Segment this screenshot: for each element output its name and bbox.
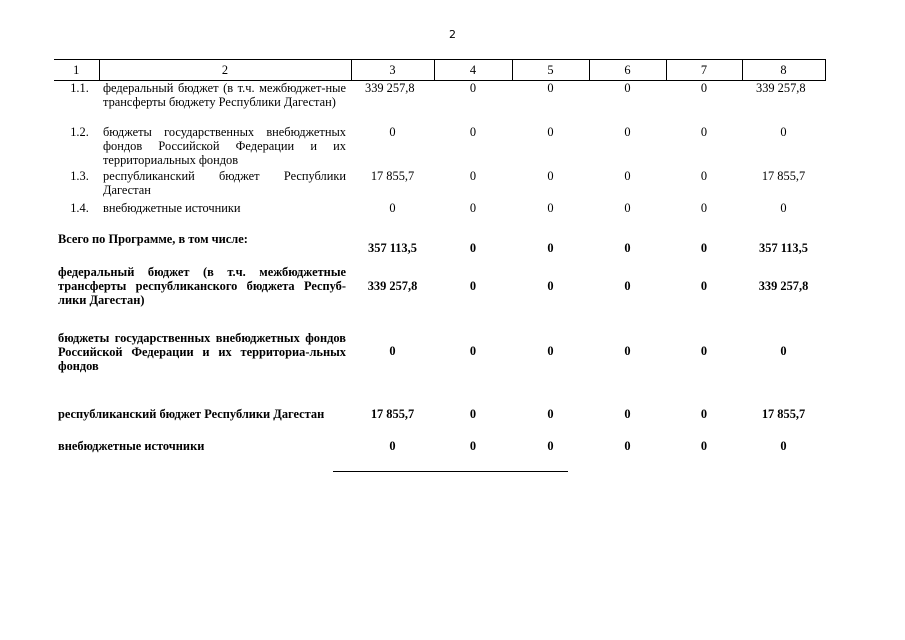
total-label: внебюджетные источники — [58, 438, 205, 453]
column-header: 5 — [512, 60, 589, 81]
row-description: республиканский бюджет Республики Дагестан — [103, 169, 346, 197]
cell-value: 0 — [389, 125, 396, 139]
cell-value: 0 — [547, 201, 554, 215]
total-row — [54, 398, 825, 430]
column-header: 1 — [54, 60, 99, 81]
total-value: 357 113,5 — [368, 240, 417, 255]
total-value: 339 257,8 — [758, 279, 809, 293]
cell-value: 0 — [469, 81, 477, 95]
total-value: 0 — [547, 344, 554, 358]
cell-value: 0 — [700, 169, 708, 183]
cell-value: 0 — [624, 81, 631, 95]
cell-value: 0 — [389, 201, 396, 215]
cell-value: 17 855,7 — [761, 169, 806, 183]
table-row — [54, 125, 825, 169]
budget-table — [54, 59, 826, 461]
total-label: Всего по Программе, в том числе: — [58, 232, 248, 246]
cell-value: 0 — [700, 81, 708, 95]
total-value: 0 — [469, 279, 477, 293]
cell-value: 339 257,8 — [365, 81, 415, 95]
cell-value: 0 — [780, 201, 787, 215]
cell-value: 0 — [624, 201, 631, 215]
cell-value: 0 — [547, 125, 554, 139]
total-value: 0 — [700, 407, 708, 421]
total-value: 0 — [780, 344, 787, 358]
cell-value: 0 — [700, 201, 708, 215]
total-value: 0 — [469, 438, 477, 453]
end-rule-divider — [333, 471, 568, 472]
row-number: 1.4. — [70, 201, 89, 215]
cell-value: 0 — [469, 125, 477, 139]
cell-value: 0 — [469, 169, 477, 183]
total-value: 0 — [547, 438, 554, 453]
cell-value: 0 — [780, 125, 787, 139]
cell-value: 0 — [624, 169, 631, 183]
total-value: 0 — [469, 240, 477, 255]
total-label: федеральный бюджет (в т.ч. межбюджетные трансферты республиканского бюджета Респуб-лики Дагестан) — [58, 265, 346, 307]
total-label: республиканский бюджет Республики Дагестан — [58, 407, 325, 421]
row-description: федеральный бюджет (в т.ч. межбюджет-ные трансферты бюджету Республики Дагестан) — [103, 81, 346, 109]
total-value: 0 — [469, 344, 477, 358]
total-value: 0 — [389, 438, 396, 453]
total-value: 0 — [624, 407, 631, 421]
cell-value: 0 — [547, 81, 554, 95]
total-value: 17 855,7 — [761, 407, 806, 421]
cell-value: 0 — [624, 125, 631, 139]
total-row — [54, 327, 825, 398]
column-header: 6 — [589, 60, 666, 81]
total-value: 0 — [547, 407, 554, 421]
header-row — [54, 60, 825, 81]
total-value: 0 — [700, 279, 708, 293]
total-value: 17 855,7 — [370, 407, 415, 421]
table-row — [54, 169, 825, 201]
row-description: внебюджетные источники — [103, 201, 241, 215]
cell-value: 17 855,7 — [370, 169, 415, 183]
total-row — [54, 263, 825, 327]
total-value: 0 — [624, 279, 631, 293]
cell-value: 0 — [469, 201, 477, 215]
row-number: 1.1. — [70, 81, 89, 95]
total-value: 0 — [700, 344, 708, 358]
cell-value: 339 257,8 — [756, 81, 806, 95]
cell-value: 0 — [700, 125, 708, 139]
row-number: 1.2. — [70, 125, 89, 139]
row-description: бюджеты государственных внебюджетных фондов Российской Федерации и их территориальных фондов — [103, 125, 346, 167]
total-value: 357 113,5 — [759, 240, 808, 255]
total-value: 0 — [624, 240, 631, 255]
total-value: 0 — [700, 438, 708, 453]
total-value: 0 — [780, 438, 787, 453]
total-label: бюджеты государственных внебюджетных фондов Российской Федерации и их территориа-льных фондов — [58, 331, 346, 373]
table-row — [54, 81, 825, 126]
total-row — [54, 430, 825, 461]
table-row — [54, 201, 825, 232]
total-value: 0 — [469, 407, 477, 421]
total-value: 339 257,8 — [367, 279, 418, 293]
cell-value: 0 — [547, 169, 554, 183]
row-number: 1.3. — [70, 169, 89, 183]
column-header: 8 — [742, 60, 825, 81]
page-number: 2 — [449, 28, 456, 41]
total-value: 0 — [547, 279, 554, 293]
column-header: 2 — [99, 60, 351, 81]
total-value: 0 — [624, 344, 631, 358]
total-value: 0 — [624, 438, 631, 453]
total-row — [54, 232, 825, 263]
column-header: 7 — [666, 60, 742, 81]
total-value: 0 — [700, 240, 708, 255]
column-header: 4 — [434, 60, 512, 81]
total-value: 0 — [389, 344, 396, 358]
column-header: 3 — [351, 60, 434, 81]
total-value: 0 — [547, 240, 554, 255]
